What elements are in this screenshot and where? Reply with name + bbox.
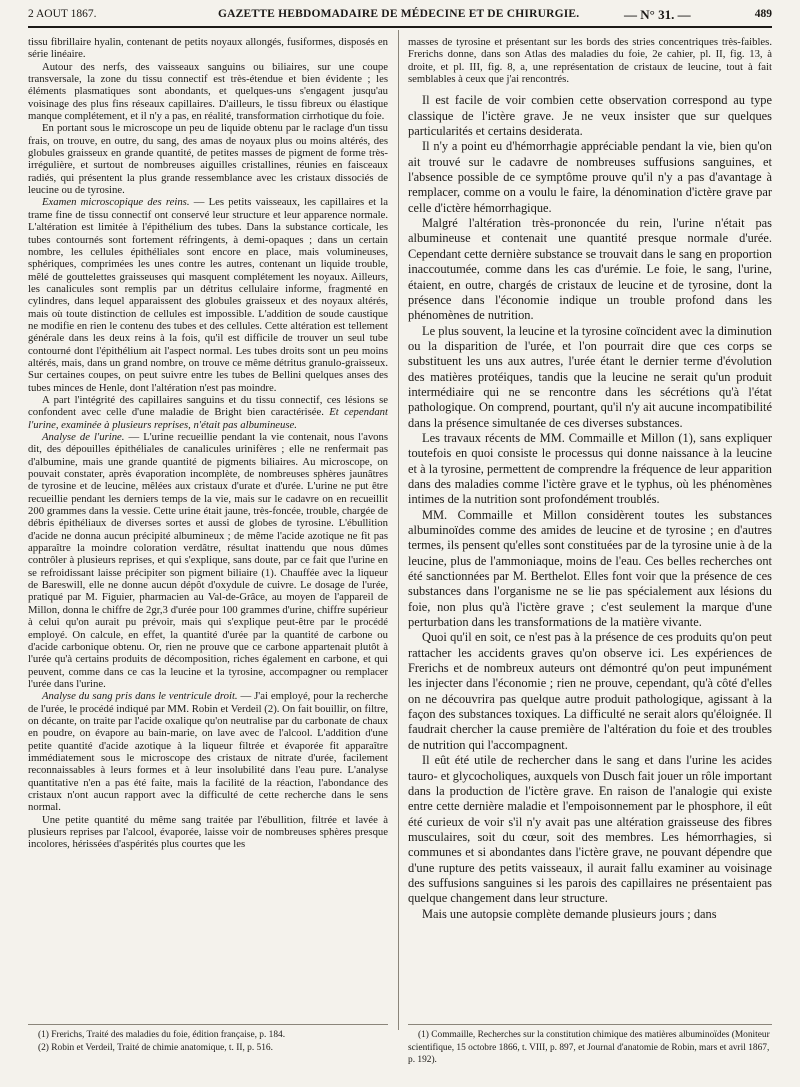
- paragraph: Une petite quantité du même sang traitée par l'ébullition, filtrée et lavée à plusieurs reprises par l'alcool, évaporée, laisse voir de nombreuses sphères presque incolores, hérissées d'aspérités plus courtes que les: [28, 813, 388, 851]
- paragraph: Quoi qu'il en soit, ce n'est pas à la présence de ces produits qu'on peut rattacher les accidents graves qu'on observe ici. Les expériences de Frerichs et de nombreux auteurs ont démontré qu'on peut impunément les injecter dans l'économie ; rien ne prouve, cependant, qu'à côté d'elles on ne découvrira pas quelque autre produit pathologique, agissant à la façon des substances toxiques. La difficulté ne serait alors qu'éloignée. Il faudrait chercher la cause première de l'altération du foie et des troubles de nutrition qui l'accompagnent.: [408, 630, 772, 752]
- page-number: 489: [754, 8, 772, 20]
- footnotes-right: [408, 1024, 772, 1081]
- footnote: (1) Commaille, Recherches sur la constitution chimique des matières albuminoïdes (Moniteur scientifique, 15 octobre 1866, t. VIII, p. 897, et Journal d'anatomie de Robin, mars et avril 1867, p. 192).: [408, 1030, 770, 1065]
- paragraph: Le plus souvent, la leucine et la tyrosine coïncident avec la diminution ou la disparition de l'urée, et l'on pourrait dire que ces corps se substituent les uns aux autres, l'urée étant le dernier terme d'évolution des matières protéiques, tandis que la leucine ne serait qu'un produit intermédiaire qui ne se rencontre dans les sécrétions qu'à l'état pathologique. On comprend, pourtant, qu'il n'y ait aucune incompatibilité dans la présence simultanée de ces diverses substances.: [408, 323, 772, 430]
- paragraph: Il eût été utile de rechercher dans le sang et dans l'urine les acides tauro- et glycocholiques, auxquels von Dusch fait jouer un rôle important dans la production de l'ictère grave. En raison de l'analogie qui existe entre cette dernière maladie et l'empoisonnement par le phosphore, il eût été curieux de voir s'il n'y avait pas une altération graisseuse des fibres musculaires, soit du cœur, soit des membres. Les hémorrhagies, si communes et si abondantes dans l'ictère grave, ne pouvant dépendre que d'une rupture des petits vaisseaux, il aurait fallu examiner au voisinage des suffusions sanguines si les parois des capillaires ne présentaient pas quelque changement dans leur structure.: [408, 753, 772, 906]
- paragraph: [28, 196, 388, 394]
- paragraph: MM. Commaille et Millon considèrent toutes les substances albuminoïdes comme des amides de leucine et de tyrosine ; en d'autres termes, ils pensent qu'elles sont constituées par de la tyrosine unie à de la leucine, plus de l'ammoniaque, moins de l'eau. Ces belles recherches ont été sanctionnées par M. Berthelot. Elles font voir que la présence de ces substances dans l'organisme ne se lie pas spécialement aux lésions du foie, non plus qu'à l'ictère grave ; c'est seulement la marque d'une perturbation dans les transformations de la matière vivante.: [408, 507, 772, 630]
- paragraph: Autour des nerfs, des vaisseaux sanguins ou biliaires, sur une coupe transversale, la zone du tissu connectif est très-étendue et bien évidente ; les éléments plasmatiques sont abondants, et quelques-uns s'engagent jusqu'au voisinage des plus fins réseaux capillaires. D'ailleurs, le tissu fibreux ou élastique manque complétement, et il n'y a pas, en réalité, transformation cirrhotique du foie.: [28, 60, 388, 123]
- footnotes-left: [28, 1024, 388, 1081]
- paragraph-text: — J'ai employé, pour la recherche de l'urée, le procédé indiqué par MM. Robin et Verdeil (2). On fait bouillir, on filtre, on décante, on traite par l'acide oxalique qu'on neutralise par du carbonate de chaux en poudre, on évapore au bain-marie, on lave avec de l'alcool. L'addition d'une petite quantité d'acide azotique à la liqueur filtrée et évaporée fit apparaître immédiatement sous le microscope des cristaux de nitrate d'urée, facilement reconnaissables à leurs formes et à leur insolubilité dans l'eau pure. L'analyse quantitative n'en a pas été faite, mais la facilité de la réaction, l'abondance des cristaux n'ont aucun rapport avec la difficulté de cette recherche dans le sens normal.: [28, 690, 388, 814]
- issue-date: 2 AOUT 1867.: [28, 8, 97, 20]
- paragraph: masses de tyrosine et présentant sur les bords des stries concentriques très-faibles. Frerichs donne, dans son Atlas des maladies du foie, 2e cahier, pl. II, fig. 13, à droite, et pl. III, fig. 8, a, une représentation de cristaux de leucine, tout à fait semblables à ceux que j'ai rencontrés.: [408, 36, 772, 86]
- column-divider: [398, 30, 399, 1030]
- paragraph: En portant sous le microscope un peu de liquide obtenu par le raclage d'un tissu frais, on trouve, en outre, du sang, des amas de noyaux plus ou moins altérés, des globules graisseux en grande quantité, de petites masses de pigment de forme très-irrégulière, et surtout de nombreuses aiguilles cristallines, réunies en faisceaux radiés, qui présentent la plus grande ressemblance avec les cristaux dissociés de leucine ou de tyrosine.: [28, 122, 388, 197]
- paragraph: [28, 690, 388, 813]
- paragraph-text: — L'urine recueillie pendant la vie contenait, nous l'avons dit, des dépouilles épithéliales de canalicules urinifères ; elle ne renfermait pas d'albumine, mais une grande quantité de pigments biliaires. Au microscope, on pouvait constater, après évaporation incomplète, de nombreuses sphères jaunâtres de tyrosine et de leucine, mêlées aux cristaux d'urate et d'urée. L'urine ne put être recueillie pendant les derniers temps de la vie, mais sur le cadavre on en recueillit 200 grammes dans la vessie. Cette urine était jaune, très-foncée, trouble, chargée de débris épithéliaux de diverses sortes et aussi de globes de tyrosine. L'ébullition d'acide ne donna aucun précipité albumineux ; de même l'acide azotique ne fit pas apparaître la moindre coloration verdâtre, résultat inattendu que nous dûmes contrôler à plusieurs reprises, et qui s'explique, sans doute, par ce fait que l'urine en se refroidissant laisse précipiter son pigment biliaire (1). Chauffée avec la liqueur de Bareswill, elle ne donne aucun dépôt d'oxydule de cuivre. Le dosage de l'urée, pratiqué par M. Figuier, pharmacien au Val-de-Grâce, au moyen de l'appareil de Millon, donna le chiffre de 2gr,3 d'urée pour 100 grammes d'urine, chiffre supérieur à celui qu'on aurait pu prévoir, mais qui s'explique peut-être par le procédé employé. On calcule, en effet, la quantité d'urée par la quantité de carbone ou d'acide carbonique obtenu. Or, rien ne prouve que ce carbone appartenait plutôt à l'urée qu'à certains produits de décomposition, riches également en carbone, et qui peuvent, comme dans ce cas la leucine et la tyrosine, accompagner ou remplacer l'urée dans l'urine.: [28, 431, 388, 690]
- paragraph: [28, 431, 388, 690]
- page-header: [28, 4, 772, 28]
- issue-number: — N° 31. —: [624, 7, 691, 22]
- paragraph-text: A part l'intégrité des capillaires sanguins et du tissu connectif, ces lésions se confondent avec celle d'une maladie de Bright bien caractérisée.: [28, 393, 388, 419]
- footnote: (1) Frerichs, Traité des maladies du foie, édition française, p. 184.: [38, 1030, 286, 1040]
- paragraph-text: — Les petits vaisseaux, les capillaires et la trame fine de tissu connectif ont conservé leur structure et leur apparence normale. L'altération est limitée à l'épithélium des tubes. Dans la substance corticale, les tubes contournés sont fortement réfringents, à demi-opaques ; dans un certain nombre, les cellules épithéliales sont encore en place, mais volumineuses, sphériques, comprimées les unes contre les autres, contenant un liquide trouble, mêlé de gouttelettes graisseuses qui masquent complétement les noyaux. Ailleurs, les canalicules sont remplis par un détritus cellulaire informe, fragmenté en cylindres, dans lequel apparaissent des globules graisseux et des noyaux altérés, mais où toute distinction de cellules est impossible. L'addition de soude caustique ne modifie en rien le contenu des tubes et des cellules. Cette altération est tellement générale dans les deux reins à la fois, qu'il est difficile de trouver un seul tube contourné dont l'épithélium ait l'aspect normal. Les tubes droits sont un peu moins altérés, mais, dans un grand nombre, on trouve ce même détritus granulo-graisseux. Sur certaines coupes, on peut suivre entre les tubes de Bellini quelques anses des tubes minces de Henle, dont l'altération n'est pas moindre.: [28, 196, 388, 394]
- paragraph: Malgré l'altération très-prononcée du rein, l'urine n'était pas albumineuse et contenait une quantité presque normale d'urée. Cependant cette dernière substance se trouvait dans le sang en proportion inaccoutumée, comme dans les cas d'urémie. Le foie, le sang, l'urine, étaient, en outre, chargés de cristaux de leucine et de tyrosine, dont la présence dans l'économie indique un trouble profond dans les phénomènes de nutrition.: [408, 216, 772, 323]
- right-column: [408, 36, 772, 1016]
- paragraph: Les travaux récents de MM. Commaille et Millon (1), sans expliquer toutefois en quoi consiste le processus qui donne naissance à la leucine et à la tyrosine, permettent de comprendre la fréquence de leur apparition dans des maladies comme l'ictère grave et le typhus, où les phénomènes intimes de la nutrition sont profondément troublés.: [408, 430, 772, 507]
- section-heading: Analyse du sang pris dans le ventricule droit.: [42, 690, 238, 703]
- paragraph: Mais une autopsie complète demande plusieurs jours ; dans: [422, 906, 717, 921]
- section-heading: Analyse de l'urine.: [42, 431, 125, 443]
- section-heading: Examen microscopique des reins.: [42, 196, 190, 209]
- paragraph-emphasis: Et cependant l'urine, examinée à plusieurs reprises, n'était pas albumineuse.: [28, 406, 388, 431]
- paragraph: Il n'y a point eu d'hémorrhagie appréciable pendant la vie, bien qu'on ait trouvé sur le cadavre de nombreuses suffusions sanguines, et l'absence possible de ce symptôme prouve qu'il n'y a pas d'avantage à remplacer, comme on a voulu le faire, la dénomination d'ictère grave par celle d'ictère hémorrhagique.: [408, 139, 772, 215]
- left-column: [28, 36, 388, 1016]
- paragraph: Il est facile de voir combien cette observation correspond au type classique de l'ictère grave. Je ne veux insister que sur quelques particularités et certains desiderata.: [408, 93, 772, 139]
- paragraph: [28, 394, 388, 431]
- journal-title: GAZETTE HEBDOMADAIRE DE MÉDECINE ET DE CHIRURGIE.: [218, 8, 580, 20]
- footnote: (2) Robin et Verdeil, Traité de chimie anatomique, t. II, p. 516.: [38, 1042, 273, 1053]
- paragraph: tissu fibrillaire hyalin, contenant de petits noyaux allongés, fusiformes, disposés en série linéaire.: [28, 36, 388, 61]
